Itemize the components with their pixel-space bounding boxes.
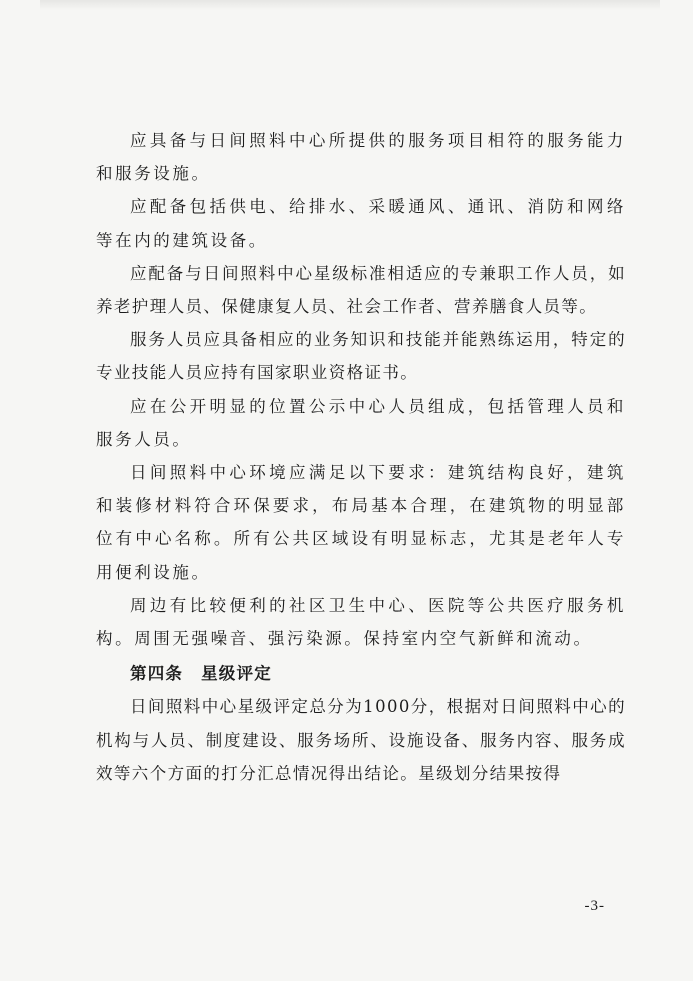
paragraph-surroundings: 周边有比较便利的社区卫生中心、医院等公共医疗服务机构。周围无强噪音、强污染源。保持室内空气新鲜和流动。 [96, 595, 626, 649]
paragraph-star-rating: 日间照料中心星级评定总分为1000分，根据对日间照料中心的机构与人员、制度建设、服务场所、设施设备、服务内容、服务成效等六个方面的打分汇总情况得出结论。星级划分结果按得 [96, 697, 626, 783]
article-number: 第四条 [130, 664, 184, 684]
article-title: 星级评定 [201, 664, 272, 684]
scan-shadow [40, 0, 660, 10]
paragraph-service-capability: 应具备与日间照料中心所提供的服务项目相符的服务能力和服务设施。 [96, 131, 626, 184]
article-heading [96, 657, 626, 690]
paragraph-staff-qualification: 服务人员应具备相应的业务知识和技能并能熟练运用，特定的专业技能人员应持有国家职业资格证书。 [96, 330, 626, 383]
paragraph-environment: 日间照料中心环境应满足以下要求：建筑结构良好，建筑和装修材料符合环保要求，布局基本合理，在建筑物的明显部位有中心名称。所有公共区域设有明显标志，尤其是老年人专用便利设施。 [96, 463, 626, 582]
paragraph-building-equipment: 应配备包括供电、给排水、采暖通风、通讯、消防和网络等在内的建筑设备。 [96, 197, 626, 250]
page-number: -3- [584, 898, 605, 914]
document-body [96, 124, 626, 790]
paragraph-staffing: 应配备与日间照料中心星级标准相适应的专兼职工作人员，如养老护理人员、保健康复人员、社会工作者、营养膳食人员等。 [96, 263, 626, 317]
paragraph-staff-disclosure: 应在公开明显的位置公示中心人员组成，包括管理人员和服务人员。 [96, 396, 626, 449]
